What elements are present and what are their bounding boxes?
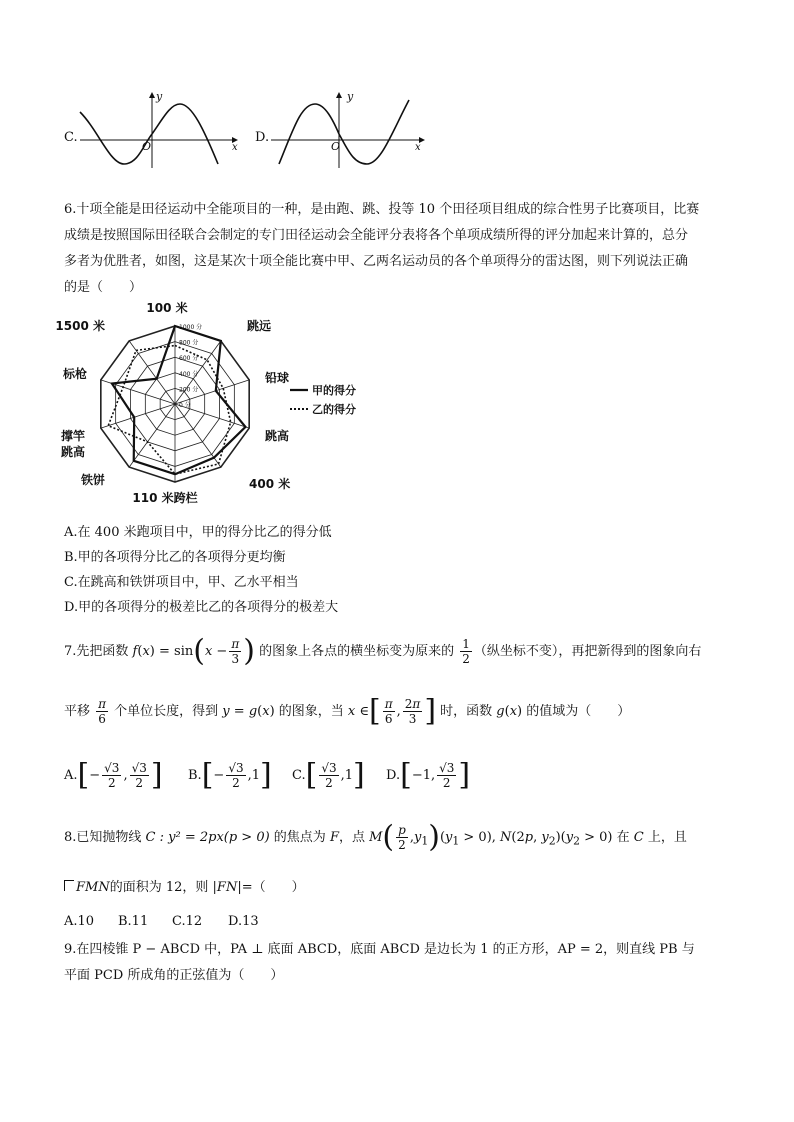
q8-option-d: D.13 (228, 914, 259, 929)
q6-text-line-4: 的是（ ） (64, 280, 143, 295)
radar-ring-label: 800 分 (179, 339, 199, 347)
q7-eq-sin: = sin (159, 644, 194, 659)
radar-axis-label-pole-vault-1: 撑竿 (60, 429, 85, 443)
q6-option-c: C.在跳高和铁饼项目中，甲、乙水平相当 (64, 575, 299, 590)
radar-axis-label: 110 米跨栏 (132, 491, 198, 505)
option-d-graph (255, 90, 435, 170)
q6-text-line-2: 成绩是按照国际田径联合会制定的专门田径运动会全能评分表将各个单项成绩所得的评分加起来计算的，总分 (64, 228, 689, 243)
q8-option-b: B.11 (118, 914, 149, 929)
radar-axis-label: 400 米 (249, 477, 291, 491)
legend-jia-label: 甲的得分 (312, 384, 356, 397)
q7-text-function: 时，函数 (436, 704, 497, 719)
radar-axis-label: 铅球 (265, 371, 290, 385)
q7-shift-text: 平移 (64, 704, 95, 719)
q6-text-line-1: 6.十项全能是田径运动中全能项目的一种，是由跑、跳、投等 10 个田径项目组成的综合性男子比赛项目，比赛 (64, 202, 700, 217)
radar-spoke (129, 341, 175, 404)
radar-axis-label: 跳远 (247, 319, 272, 333)
radar-axis-label: 跳高 (265, 429, 290, 443)
radar-spoke (101, 404, 175, 428)
option-d-x-label: x (415, 142, 421, 153)
q6-text-line-3: 多者为优胜者，如图，这是某次十项全能比赛中甲、乙两名运动员的各个单项得分的雷达图，则下列说法正确 (64, 254, 689, 269)
q8-line-2: FMN的面积为 12，则 |FN|=（ ） (64, 878, 305, 898)
q7-pi-over-6: $\frac{\pi}{6}$ (98, 697, 107, 726)
q7-one-half: $\frac{1}{2}$ (462, 637, 470, 666)
q7-text-when: 的图象，当 (274, 704, 348, 719)
q7-line-1: 7.先把函数 f(x) = sin(x − $\frac{\pi}{3}$ ) 的图象上各点的横坐标变为原来的 $\frac{1}{2}$ （纵坐标不变），再把新得到的图象向右 (64, 633, 702, 669)
radar-ring-label: 200 分 (179, 386, 199, 394)
q7-option-c: C.[ $\frac{√3}{2}$ ,1] (292, 757, 365, 793)
q9-text-line-2: 平面 PCD 所成角的正弦值为（ ） (64, 968, 284, 983)
radar-ring-label: 1000 分 (179, 324, 203, 331)
radar-spoke (129, 404, 175, 467)
q7-gx: y = g(x) (222, 704, 275, 719)
q7-text-get: 个单位长度，得到 (110, 704, 223, 719)
option-c-origin-label: O (142, 140, 152, 153)
radar-ring-label: 0 分 (179, 402, 191, 409)
radar-axis-label-pole-vault-2: 跳高 (60, 445, 85, 459)
q8-curve: C : y² = 2px(p > 0) (145, 830, 270, 845)
q7-option-b: B.[− $\frac{√3}{2}$ ,1] (188, 757, 272, 793)
q7-text-range: 的值域为（ ） (522, 704, 631, 719)
q6-option-b: B.甲的各项得分比乙的各项得分更均衡 (64, 550, 286, 565)
q8-option-c: C.12 (172, 914, 203, 929)
legend-yi-label: 乙的得分 (312, 403, 356, 416)
q9-text-line-1: 9.在四棱锥 P − ABCD 中，PA ⊥ 底面 ABCD，底面 ABCD 是边长为 1 的正方形，AP = 2，则直线 PB 与 (64, 942, 695, 957)
q7-function-f: f (132, 644, 138, 659)
q6-option-d: D.甲的各项得分的极差比乙的各项得分的极差大 (64, 600, 339, 615)
radar-chart (55, 296, 374, 512)
option-d-y-label: y (347, 90, 354, 103)
q8-option-a: A.10 (64, 914, 95, 929)
radar-axis-label: 1500 米 (55, 319, 105, 333)
triangle-symbol (64, 880, 74, 891)
q7-text-2: 的图象上各点的横坐标变为原来的 (254, 644, 459, 659)
q7-option-d: D.[−1, $\frac{√3}{2}$ ] (386, 757, 471, 793)
option-c-label: C. (64, 130, 78, 145)
q7-option-a: A.[− $\frac{√3}{2}$ , $\frac{√3}{2}$ ] (64, 757, 163, 793)
radar-axis-label: 标枪 (62, 367, 87, 381)
radar-axis-label: 铁饼 (80, 473, 105, 487)
q6-option-a: A.在 400 米跑项目中，甲的得分比乙的得分低 (64, 525, 332, 540)
option-d-label: D. (255, 130, 270, 145)
q7-text-3: （纵坐标不变），再把新得到的图象向右 (473, 644, 702, 659)
radar-ring-label: 600 分 (179, 355, 199, 363)
radar-ring-label: 400 分 (179, 370, 199, 378)
q7-options (64, 756, 734, 796)
option-d-origin-label: O (331, 140, 341, 153)
q7-line-2: 平移 $\frac{\pi}{6}$ 个单位长度，得到 y = g(x) 的图象，当 x ∈[ $\frac{\pi}{6}$ , $\frac{2\pi}{3}$ ] 时，函数 g(x) 的值域为（ ） (64, 693, 631, 729)
radar-axis-label: 100 米 (146, 301, 188, 315)
option-c-x-label: x (232, 142, 238, 153)
q8-line-1: 8.已知抛物线 C : y² = 2px(p > 0) 的焦点为 F，点 M( $\frac{p}{2}$ $,y_1)(y_1 > 0)$, N(2p, $y_2)(y_2 > 0)$ 在 C 上，且 (64, 819, 687, 855)
q7-prefix: 7.先把函数 (64, 644, 133, 659)
option-c-graph (60, 90, 240, 170)
q7-x-paren: (x) (137, 644, 155, 659)
q7-pi-over-3: $\frac{\pi}{3}$ (231, 637, 240, 666)
radar-chart-svg (55, 296, 374, 512)
option-c-y-label: y (156, 90, 163, 103)
